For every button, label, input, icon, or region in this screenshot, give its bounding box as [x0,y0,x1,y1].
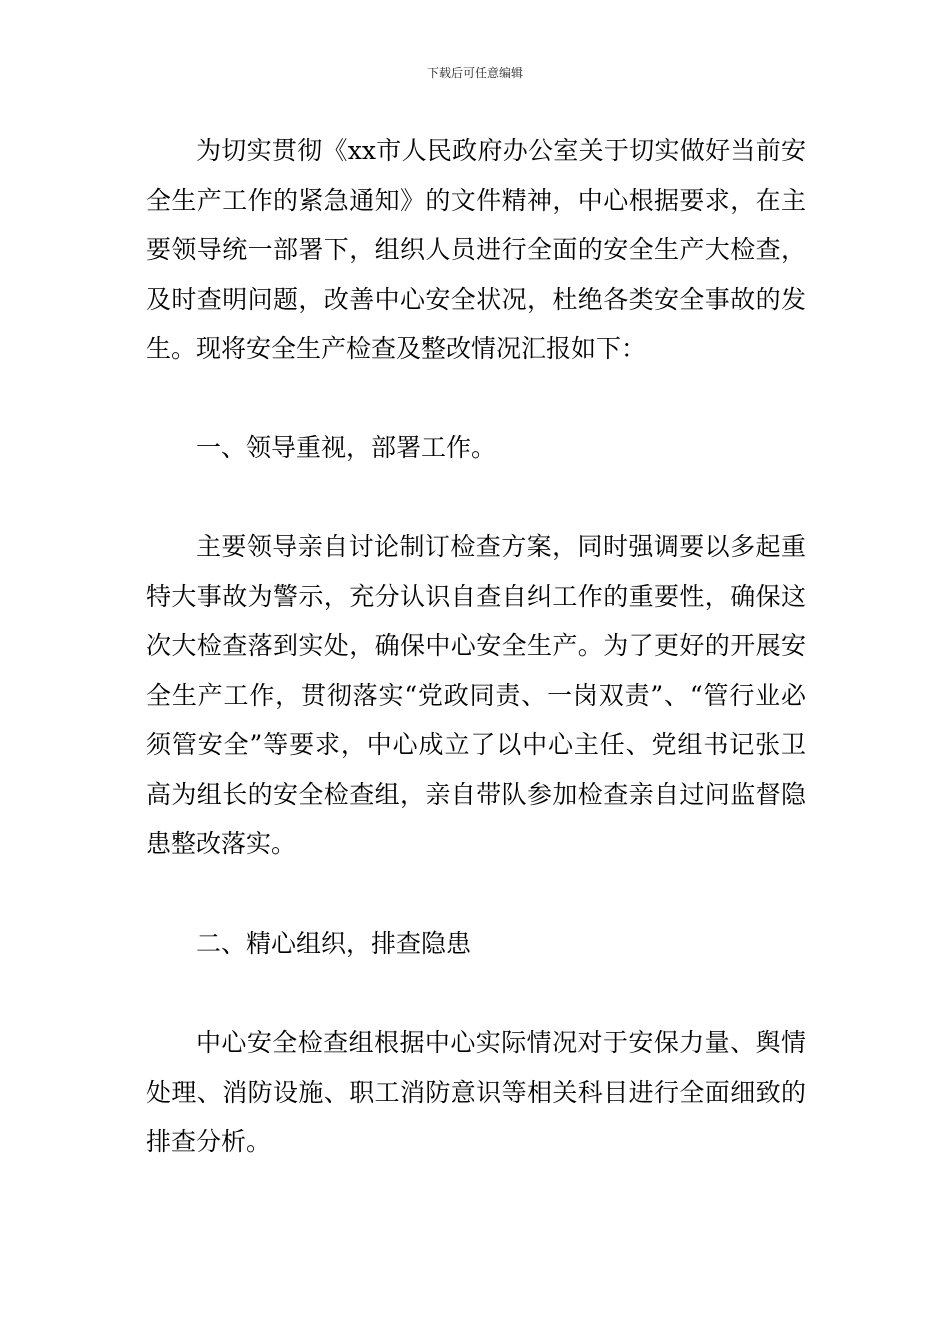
section-heading-2: 二、精心组织，排查隐患 [196,928,472,958]
intro-paragraph: 为切实贯彻《xx市人民政府办公室关于切实做好当前安全生产工作的紧急通知》的文件精神，中心根据要求，在主要领导统一部署下，组织人员进行全面的安全生产大检查，及时查明问题，改善中心安全状况，杜绝各类安全事故的发生。现将安全生产检查及整改情况汇报如下： [146,136,806,363]
document-body [146,126,806,1167]
section-heading-1: 一、领导重视，部署工作。 [196,432,497,462]
section-2-paragraph: 中心安全检查组根据中心实际情况对于安保力量、舆情处理、消防设施、职工消防意识等相关科目进行全面细致的排查分析。 [146,1028,806,1156]
section-1-paragraph: 主要领导亲自讨论制订检查方案，同时强调要以多起重特大事故为警示，充分认识自查自纠工作的重要性，确保这次大检查落到实处，确保中心安全生产。为了更好的开展安全生产工作，贯彻落实“党政同责、一岗双责”、“管行业必须管安全”等要求，中心成立了以中心主任、党组书记张卫高为组长的安全检查组，亲自带队参加检查亲自过问监督隐患整改落实。 [146,532,806,858]
paragraph-spacer [146,472,806,522]
paragraph-spacer [146,968,806,1018]
page-header-note: 下载后可任意编辑 [426,66,523,80]
paragraph-spacer [146,374,806,423]
paragraph-spacer [146,869,806,919]
